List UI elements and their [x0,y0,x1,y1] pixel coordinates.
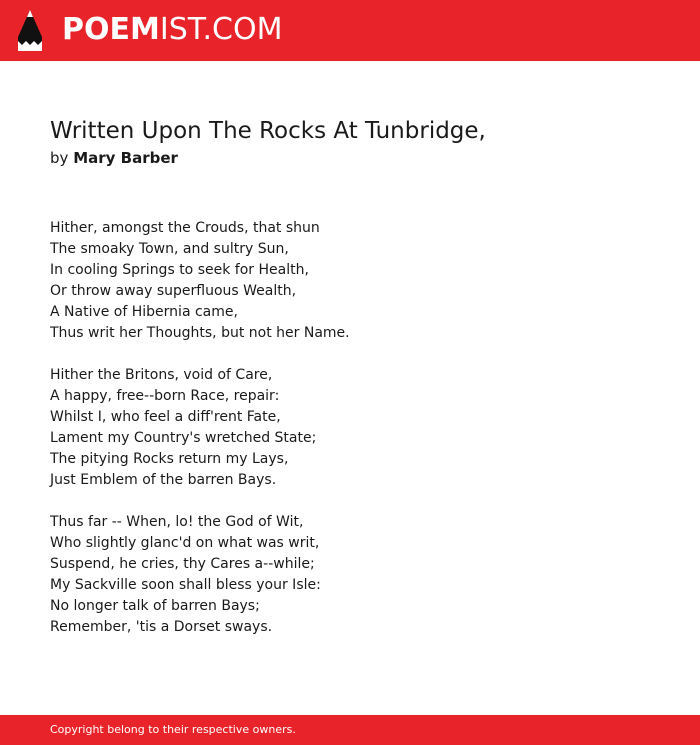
poem-line: No longer talk of barren Bays; [50,598,260,614]
poem-line: Just Emblem of the barren Bays. [50,472,277,488]
poem-content [50,116,670,659]
site-logo[interactable] [62,13,282,47]
poem-line: Hither the Britons, void of Care, [50,367,273,383]
poem-line: Who slightly glanc'd on what was writ, [50,535,320,551]
poem-line: Thus writ her Thoughts, but not her Name. [50,325,350,341]
poem-line: Thus far -- When, lo! the God of Wit, [50,514,304,530]
poem-line: The smoaky Town, and sultry Sun, [50,241,289,257]
poem-title: Written Upon The Rocks At Tunbridge, [50,118,486,144]
poem-body [50,218,670,638]
poem-line: Whilst I, who feel a diff'rent Fate, [50,409,281,425]
stanza-3 [50,512,670,638]
logo-bold-text: POEM [62,12,160,47]
poem-line: Suspend, he cries, thy Cares a--while; [50,556,315,572]
poem-line: A happy, free--born Race, repair: [50,388,280,404]
stanza-1 [50,218,670,344]
site-footer [0,715,700,745]
logo-light-text: IST.COM [159,12,283,47]
copyright-notice: Copyright belong to their respective owners. [50,723,296,736]
poem-byline [50,148,670,168]
poem-line: Remember, 'tis a Dorset sways. [50,619,273,635]
poem-line: Or throw away superfluous Wealth, [50,283,297,299]
poem-line: The pitying Rocks return my Lays, [50,451,289,467]
poem-line: My Sackville soon shall bless your Isle: [50,577,321,593]
poem-line: Lament my Country's wretched State; [50,430,317,446]
pencil-tip-icon[interactable] [17,9,43,52]
stanza-2 [50,365,670,491]
author-name: Mary Barber [73,149,178,167]
by-label: by [50,149,69,167]
site-header [0,0,700,61]
poem-line: Hither, amongst the Crouds, that shun [50,220,320,236]
poem-line: In cooling Springs to seek for Health, [50,262,309,278]
poem-line: A Native of Hibernia came, [50,304,238,320]
